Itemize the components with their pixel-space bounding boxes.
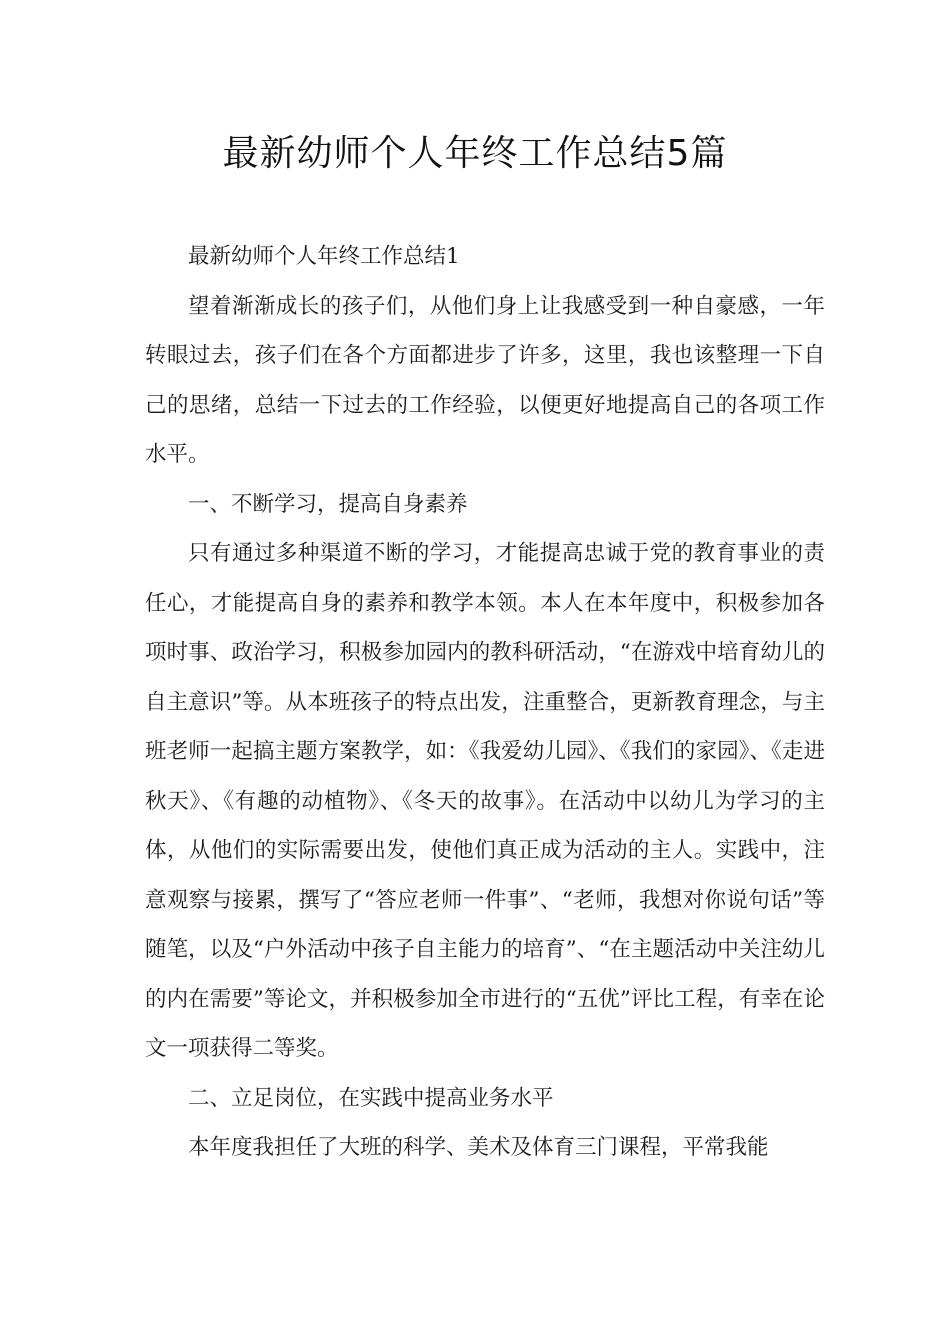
intro-paragraph: 望着渐渐成长的孩子们，从他们身上让我感受到一种自豪感，一年转眼过去，孩子们在各个方面都进步了许多，这里，我也该整理一下自己的思绪，总结一下过去的工作经验，以便更好地提高自己的各项工作水平。 xyxy=(145,293,825,467)
subheading-study: 一、不断学习，提高自身素养 xyxy=(188,491,468,517)
practice-paragraph: 本年度我担任了大班的科学、美术及体育三门课程，平常我能 xyxy=(188,1135,769,1160)
subheading-practice: 二、立足岗位，在实践中提高业务水平 xyxy=(188,1085,554,1111)
section-heading-1: 最新幼师个人年终工作总结1 xyxy=(188,244,460,269)
document-body xyxy=(145,232,825,1173)
study-paragraph: 只有通过多种渠道不断的学习，才能提高忠诚于党的教育事业的责任心，才能提高自身的素养和教学本领。本人在本年度中，积极参加各项时事、政治学习，积极参加园内的教科研活动，“在游戏中培育幼儿的自主意识”等。从本班孩子的特点出发，注重整合，更新教育理念，与主班老师一起搞主题方案教学，如：《我爱幼儿园》、《我们的家园》、《走进秋天》、《有趣的动植物》、《冬天的故事》。在活动中以幼儿为学习的主体，从他们的实际需要出发，使他们真正成为活动的主人。实践中，注意观察与接累，撰写了“答应老师一件事”、“老师，我想对你说句话”等随笔，以及“户外活动中孩子自主能力的培育”、“在主题活动中关注幼儿的内在需要”等论文，并积极参加全市进行的“五优”评比工程，有幸在论文一项获得二等奖。 xyxy=(145,541,825,1061)
document-title: 最新幼师个人年终工作总结5篇 xyxy=(222,133,728,174)
